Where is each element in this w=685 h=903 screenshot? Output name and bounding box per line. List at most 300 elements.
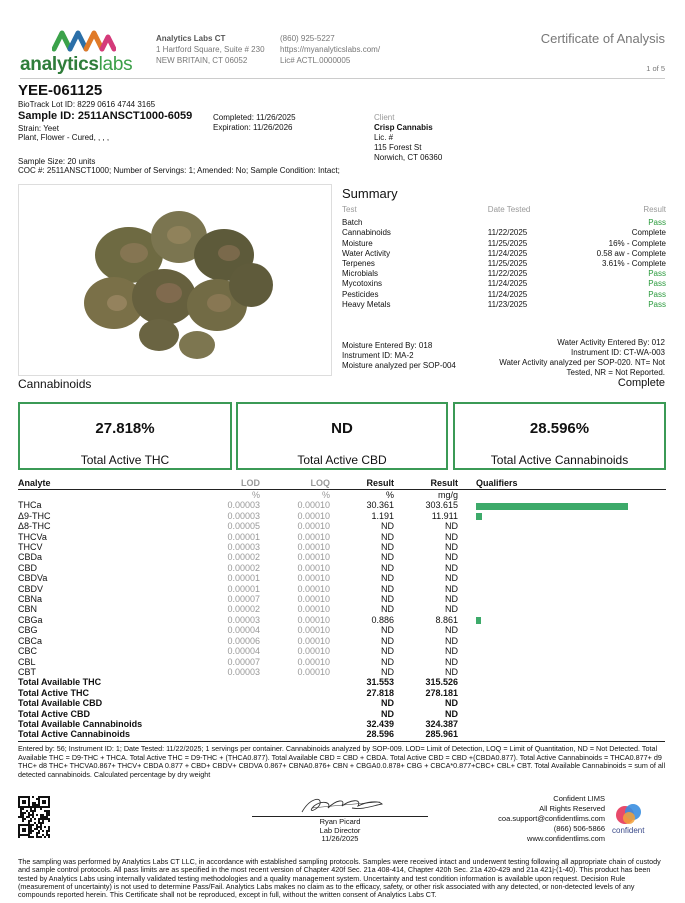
analyte-loq: 0.00010: [297, 521, 330, 532]
analyte-row: [18, 594, 666, 604]
analyte-mg: ND: [445, 542, 458, 553]
total-analyte: Total Available CBD: [18, 698, 103, 709]
empty-cell: [168, 688, 260, 698]
spacer-cell: [458, 521, 476, 531]
col-qualifiers: Qualifiers: [476, 478, 666, 490]
total-pct: 27.818: [366, 687, 394, 698]
qualifier-cell: [476, 646, 666, 656]
total-pct: ND: [381, 698, 394, 709]
analyte-loq: 0.00010: [297, 562, 330, 573]
empty-cell: [476, 709, 666, 719]
analyte-loq: 0.00010: [297, 614, 330, 625]
summary-row: [342, 300, 666, 310]
spacer-cell: [458, 573, 476, 583]
analyte-pct: ND: [381, 531, 394, 542]
empty-cell: [476, 698, 666, 708]
spacer-cell: [458, 511, 476, 521]
analyte-mg: 11.911: [431, 510, 458, 521]
strain: Strain: Yeet: [18, 124, 59, 133]
result-bar: [476, 617, 481, 624]
qualifier-cell: [476, 573, 666, 583]
analyte-row: [18, 563, 666, 573]
analyte-analyte: Δ9-THC: [18, 510, 51, 521]
signer-date: 11/26/2025: [321, 834, 359, 843]
analyte-row: [18, 646, 666, 656]
qualifier-cell: [476, 563, 666, 573]
total-mg: 278.181: [425, 687, 458, 698]
summary-row: [342, 279, 666, 289]
analyte-mg: ND: [445, 646, 458, 657]
spacer-cell: [458, 542, 476, 552]
biotrack-id: BioTrack Lot ID: 8229 0616 4744 3165: [18, 100, 156, 109]
analyte-pct: 0.886: [371, 614, 394, 625]
analyte-loq: 0.00010: [297, 500, 330, 511]
analyte-row: [18, 657, 666, 667]
analyte-analyte: CBC: [18, 646, 38, 657]
total-row: [18, 677, 666, 687]
analyte-lod: 0.00003: [227, 666, 260, 677]
cannabinoids-title: Cannabinoids: [18, 377, 92, 391]
cannabinoid-notes: Entered by: 56; Instrument ID: 1; Date Tested: 11/22/2025; 1 servings per container. Cannabinoids analyzed by SOP-009. LOD= Limit of Detection, LOQ = Limit of Quantitation, ND = Not Detected. Total Available THC = D9-THC + THCA. Total Active THC = D9-THC + (THCA0.877). Total Available CBD = CBD + CBDA. Total Active CBD = CBD +(CBDA0.877). Total Active Cannabinoids = THCA0.877+ d9 THC+ d8 THC+ THCVA0.867+ THCV+ CBDA 0.877 + CBD+ CBDV+ CBDVA 0.867+ CBNA0.876+ CBN + CBGA0.0.878+ CBG + CBCA*0.877+CBC+ CBL+ CBT. Total Available Cannabinoids = sum of all detected cannabinoids. Calculated percentage by dry weight: [18, 744, 666, 779]
cannabis-buds-image: [19, 185, 332, 376]
summary-test: Moisture: [342, 238, 373, 248]
expiration-date: Expiration: 11/26/2026: [213, 123, 293, 132]
client-name: Crisp Cannabis: [374, 123, 433, 132]
analyte-pct: ND: [381, 666, 394, 677]
cannabinoids-status: Complete: [617, 377, 665, 389]
qualifier-cell: [476, 636, 666, 646]
analyte-pct: ND: [381, 646, 394, 657]
analyte-lod: 0.00002: [227, 562, 260, 573]
summary-date: 11/24/2025: [487, 279, 528, 289]
qualifier-cell: [476, 532, 666, 542]
summary-date: 11/23/2025: [487, 299, 528, 309]
analyte-analyte: CBGa: [18, 614, 43, 625]
qualifier-cell: [476, 521, 666, 531]
analyte-row: [18, 636, 666, 646]
summary-row: [342, 249, 666, 259]
analyte-loq: 0.00010: [297, 573, 330, 584]
client-address1: 115 Forest St: [374, 143, 422, 152]
summary-title: Summary: [342, 186, 398, 201]
footer-disclaimer: The sampling was performed by Analytics Labs CT LLC, in accordance with established sampling protocols. Samples were received intact and underwent testing following all appropriate chain of custody and sample control protocols. All pass limits are as specified in the most recent version of Chapter 420f Sec. 21a 408-414, Chapter 420h Sec. 21a 420-429 and 21a 421j-(1-40). This product has been tested by Analytics Labs using internally validated testing methodologies and a quality management system. Uncertainty and test condition information is available upon request. Decision Rule (measurement of uncertainty) is not used to determine Pass/Fail. Analytics Labs makes no claim as to the efficacy, safety, or other risk associated with any detected, or non-detected levels of any compounds reported herein. This Certificate shall not be reproduced, except in full, without the written consent of Analytics Labs CT.: [18, 857, 661, 900]
col-lod: LOD: [168, 478, 260, 490]
analyte-analyte: Δ8-THC: [18, 521, 51, 532]
analyte-loq: 0.00010: [297, 604, 330, 615]
spacer-cell: [458, 563, 476, 573]
summary-result: Complete: [631, 228, 666, 238]
total-mg: ND: [445, 708, 458, 719]
summary-date: [488, 218, 585, 228]
result-bar: [476, 503, 628, 510]
total-mg: 315.526: [425, 677, 458, 688]
analyte-lod: 0.00003: [227, 500, 260, 511]
total-analyte: Total Active THC: [18, 687, 90, 698]
analyte-analyte: CBT: [18, 666, 36, 677]
confident-email[interactable]: coa.support@confidentlims.com: [498, 814, 605, 823]
summary-date: 11/22/2025: [487, 228, 528, 238]
summary-row: [342, 269, 666, 279]
empty-cell: [476, 688, 666, 698]
summary-test: Terpenes: [342, 259, 375, 269]
summary-row: [342, 218, 666, 228]
qualifier-cell: [476, 625, 666, 635]
summary-date: 11/24/2025: [487, 248, 528, 258]
analyte-pct: 30.361: [366, 500, 394, 511]
spacer-cell: [458, 594, 476, 604]
summary-result: Pass: [648, 218, 666, 228]
analyte-pct: ND: [381, 604, 394, 615]
empty-cell: [458, 698, 476, 708]
analyte-lod: 0.00001: [227, 531, 260, 542]
total-mg: 285.961: [425, 729, 458, 740]
empty-cell: [260, 729, 330, 739]
lab-license: Lic# ACTL.0000005: [280, 56, 351, 65]
lab-phone: (860) 925-5227: [280, 34, 335, 43]
analyte-row: [18, 573, 666, 583]
dates: [213, 113, 296, 133]
total-label: Total Active CBD: [297, 453, 387, 467]
unit-cell: mg/g: [437, 490, 458, 500]
total-analyte: Total Available Cannabinoids: [18, 718, 143, 729]
analyte-analyte: CBD: [18, 562, 38, 573]
summary-header-date: Date Tested: [487, 205, 531, 214]
signer-block: [260, 818, 420, 844]
total-active-cannabinoids-box: [453, 402, 666, 470]
water-note: Water Activity Entered By: 012: [557, 338, 665, 347]
signer-title: Lab Director: [319, 825, 361, 835]
client-info: [374, 113, 442, 163]
col-result-mg: Result: [394, 478, 458, 490]
qualifier-cell: [476, 584, 666, 594]
analyte-lod: 0.00002: [227, 604, 260, 615]
summary-header-result: Result: [643, 205, 666, 214]
analyte-row: [18, 521, 666, 531]
analyte-mg: ND: [445, 573, 458, 584]
analyte-pct: ND: [381, 594, 394, 605]
analyte-pct: ND: [381, 635, 394, 646]
summary-header-test: Test: [342, 205, 357, 214]
sample-photo: [18, 184, 332, 376]
analyte-lod: 0.00006: [227, 635, 260, 646]
analyte-pct: 1.191: [371, 510, 394, 521]
result-bar: [476, 513, 482, 520]
confident-phone: (866) 506-5866: [553, 824, 605, 833]
analyte-mg: ND: [445, 531, 458, 542]
qr-code-icon[interactable]: [18, 796, 50, 838]
lab-address-line1: 1 Hartford Square, Suite # 230: [156, 45, 265, 54]
analyte-loq: 0.00010: [297, 552, 330, 563]
empty-cell: [458, 677, 476, 687]
total-active-thc-box: [18, 402, 232, 470]
summary-result: 0.58 aw - Complete: [596, 248, 666, 258]
analyte-loq: 0.00010: [297, 666, 330, 677]
spacer-cell: [458, 532, 476, 542]
analyte-loq: 0.00010: [297, 656, 330, 667]
analyte-analyte: CBL: [18, 656, 36, 667]
analyte-analyte: CBCa: [18, 635, 43, 646]
qualifier-cell: [476, 604, 666, 614]
summary-result: Pass: [648, 269, 666, 279]
spacer-cell: [458, 657, 476, 667]
summary-test: Batch: [342, 218, 363, 228]
analyte-lod: 0.00007: [227, 594, 260, 605]
analyte-pct: ND: [381, 573, 394, 584]
analyte-mg: ND: [445, 562, 458, 573]
water-activity-notes: [499, 338, 665, 378]
analyte-analyte: THCa: [18, 500, 42, 511]
summary-result: Pass: [648, 299, 666, 309]
analyte-lod: 0.00004: [227, 625, 260, 636]
analyte-mg: ND: [445, 635, 458, 646]
confident-line: Confident LIMS: [553, 794, 605, 803]
unit-cell: [18, 490, 168, 501]
analyte-row: [18, 615, 666, 625]
qualifier-cell: [476, 552, 666, 562]
completed-date: Completed: 11/26/2025: [213, 113, 296, 122]
total-row: [18, 709, 666, 719]
unit-cell: %: [385, 490, 394, 500]
spacer-cell: [458, 584, 476, 594]
analyte-mg: ND: [445, 625, 458, 636]
water-note: Water Activity analyzed per SOP-020. NT= Not: [499, 358, 665, 367]
unit-cell: [458, 490, 476, 501]
empty-cell: [458, 729, 476, 739]
analyte-loq: 0.00010: [297, 635, 330, 646]
moisture-notes: [342, 341, 456, 371]
analyte-row: [18, 542, 666, 552]
lab-info: [156, 33, 265, 66]
empty-cell: [260, 698, 330, 708]
analyte-mg: ND: [445, 552, 458, 563]
analyte-analyte: CBDVa: [18, 573, 48, 584]
analyte-loq: 0.00010: [297, 594, 330, 605]
analyte-loq: 0.00010: [297, 646, 330, 657]
empty-cell: [260, 677, 330, 687]
empty-cell: [458, 709, 476, 719]
client-address2: Norwich, CT 06360: [374, 153, 443, 162]
analyte-row: [18, 625, 666, 635]
unit-cell: %: [251, 490, 260, 500]
analyte-row: [18, 532, 666, 542]
total-mg: 324.387: [425, 718, 458, 729]
total-value: ND: [331, 420, 353, 437]
analyte-row: [18, 511, 666, 521]
summary-test: Cannabinoids: [342, 228, 391, 238]
sample-id: Sample ID: 2511ANSCT1000-6059: [18, 110, 193, 122]
empty-cell: [260, 709, 330, 719]
empty-cell: [168, 719, 260, 729]
total-label: Total Active Cannabinoids: [490, 453, 629, 467]
summary-row: [342, 239, 666, 249]
total-pct: 28.596: [366, 729, 394, 740]
logo-icon: [52, 25, 116, 53]
summary-test: Microbials: [342, 269, 379, 279]
analyte-row: [18, 604, 666, 614]
total-row: [18, 729, 666, 739]
signer-name: Ryan Picard: [319, 817, 361, 826]
analyte-pct: ND: [381, 521, 394, 532]
analyte-lod: 0.00004: [227, 646, 260, 657]
qualifier-cell: [476, 657, 666, 667]
analyte-pct: ND: [381, 656, 394, 667]
summary-test: Pesticides: [342, 289, 379, 299]
empty-cell: [168, 709, 260, 719]
total-pct: ND: [381, 708, 394, 719]
analyte-row: [18, 500, 666, 510]
water-note: Tested, NR = Not Reported.: [566, 368, 665, 377]
qualifier-cell: [476, 594, 666, 604]
water-note: Instrument ID: CT-WA-003: [571, 348, 665, 357]
total-value: 28.596%: [529, 420, 590, 437]
analyte-mg: ND: [445, 583, 458, 594]
total-label: Total Active THC: [80, 453, 170, 467]
analyte-loq: 0.00010: [297, 625, 330, 636]
empty-cell: [260, 719, 330, 729]
confident-lims-info: [498, 794, 605, 844]
analyte-mg: 8.861: [435, 614, 458, 625]
moisture-note: Moisture Entered By: 018: [342, 341, 433, 350]
sample-size: Sample Size: 20 units: [18, 157, 96, 166]
total-pct: 32.439: [366, 718, 394, 729]
analyte-mg: ND: [445, 594, 458, 605]
analyte-loq: 0.00010: [297, 510, 330, 521]
qualifier-cell: [476, 542, 666, 552]
moisture-note: Moisture analyzed per SOP-004: [342, 361, 456, 370]
analyte-analyte: CBG: [18, 625, 38, 636]
summary-test: Heavy Metals: [342, 299, 391, 309]
empty-cell: [458, 688, 476, 698]
total-analyte: Total Active CBD: [18, 708, 91, 719]
client-label: Client: [374, 113, 395, 122]
matrix: Plant, Flower - Cured, , , ,: [18, 133, 110, 142]
empty-cell: [168, 729, 260, 739]
empty-cell: [458, 719, 476, 729]
spacer-cell: [458, 500, 476, 510]
analyte-row: [18, 667, 666, 677]
cannabinoid-table: [18, 478, 666, 740]
summary-date: 11/25/2025: [487, 259, 528, 269]
analyte-mg: ND: [445, 521, 458, 532]
col-analyte: Analyte: [18, 478, 168, 490]
total-pct: 31.553: [366, 677, 394, 688]
total-analyte: Total Available THC: [18, 677, 102, 688]
empty-cell: [476, 729, 666, 739]
qualifier-cell: [476, 667, 666, 677]
summary-date: 11/25/2025: [487, 238, 528, 248]
product-name: YEE-061125: [18, 82, 103, 99]
spacer-cell: [458, 646, 476, 656]
analyte-lod: 0.00001: [227, 573, 260, 584]
qualifier-cell: [476, 615, 666, 625]
empty-cell: [168, 698, 260, 708]
confident-line: All Rights Reserved: [539, 804, 605, 813]
document-title: Certificate of Analysis: [540, 31, 665, 46]
lab-address-line2: NEW BRITAIN, CT 06052: [156, 56, 248, 65]
analyte-mg: ND: [445, 666, 458, 677]
total-mg: ND: [445, 698, 458, 709]
analyte-loq: 0.00010: [297, 542, 330, 553]
summary-result: 3.61% - Complete: [601, 259, 666, 269]
summary-test: Mycotoxins: [342, 279, 383, 289]
spacer-cell: [458, 615, 476, 625]
analyte-pct: ND: [381, 552, 394, 563]
confident-logo-text: confident: [612, 826, 645, 835]
summary-date: 11/22/2025: [487, 269, 528, 279]
total-row: [18, 698, 666, 708]
total-active-cbd-box: [236, 402, 448, 470]
analyte-lod: 0.00005: [227, 521, 260, 532]
analyte-mg: ND: [445, 604, 458, 615]
summary-result: Pass: [648, 289, 666, 299]
summary-row: [342, 228, 666, 238]
col-loq: LOQ: [260, 478, 330, 490]
empty-cell: [168, 677, 260, 687]
analyte-analyte: CBNa: [18, 594, 43, 605]
analyte-loq: 0.00010: [297, 531, 330, 542]
analyte-mg: 303.615: [425, 500, 458, 511]
unit-cell: [476, 490, 666, 501]
total-analyte: Total Active Cannabinoids: [18, 729, 131, 740]
coc-line: COC #: 2511ANSCT1000; Number of Servings: 1; Amended: No; Sample Condition: Intact;: [18, 166, 340, 175]
analyte-analyte: THCV: [18, 542, 43, 553]
logo-wordmark: analyticslabs: [20, 54, 133, 75]
qualifier-cell: [476, 511, 666, 521]
empty-cell: [476, 677, 666, 687]
summary-test: Water Activity: [342, 248, 391, 258]
analyte-mg: ND: [445, 656, 458, 667]
lab-contact: [280, 33, 380, 66]
unit-cell: %: [321, 490, 330, 500]
total-row: [18, 688, 666, 698]
analyte-row: [18, 552, 666, 562]
confident-website[interactable]: www.confidentlims.com: [527, 834, 605, 843]
analyte-pct: ND: [381, 562, 394, 573]
analyte-lod: 0.00002: [227, 552, 260, 563]
analyte-pct: ND: [381, 625, 394, 636]
page-number: 1 of 5: [646, 64, 665, 73]
analyte-row: [18, 584, 666, 594]
spacer-cell: [458, 625, 476, 635]
summary-result: 16% - Complete: [608, 238, 666, 248]
analyte-pct: ND: [381, 583, 394, 594]
total-row: [18, 719, 666, 729]
summary-date: 11/24/2025: [487, 289, 528, 299]
analyte-lod: 0.00003: [227, 510, 260, 521]
spacer-cell: [458, 667, 476, 677]
spacer-cell: [458, 604, 476, 614]
analyte-lod: 0.00003: [227, 614, 260, 625]
analyte-analyte: CBDa: [18, 552, 43, 563]
units-row: [18, 490, 666, 501]
empty-cell: [260, 688, 330, 698]
total-value: 27.818%: [95, 420, 155, 437]
spacer-cell: [458, 552, 476, 562]
analyte-pct: ND: [381, 542, 394, 553]
lab-name: Analytics Labs CT: [156, 34, 226, 43]
lab-website[interactable]: https://myanalyticslabs.com/: [280, 45, 381, 54]
moisture-note: Instrument ID: MA-2: [342, 351, 414, 360]
summary-table: [342, 205, 666, 310]
col-result-pct: Result: [330, 478, 394, 490]
client-lic: Lic. #: [374, 133, 394, 142]
spacer-cell: [458, 636, 476, 646]
empty-cell: [476, 719, 666, 729]
summary-result: Pass: [648, 279, 666, 289]
analyte-lod: 0.00007: [227, 656, 260, 667]
qualifier-cell: [476, 500, 666, 510]
analyte-lod: 0.00001: [227, 583, 260, 594]
